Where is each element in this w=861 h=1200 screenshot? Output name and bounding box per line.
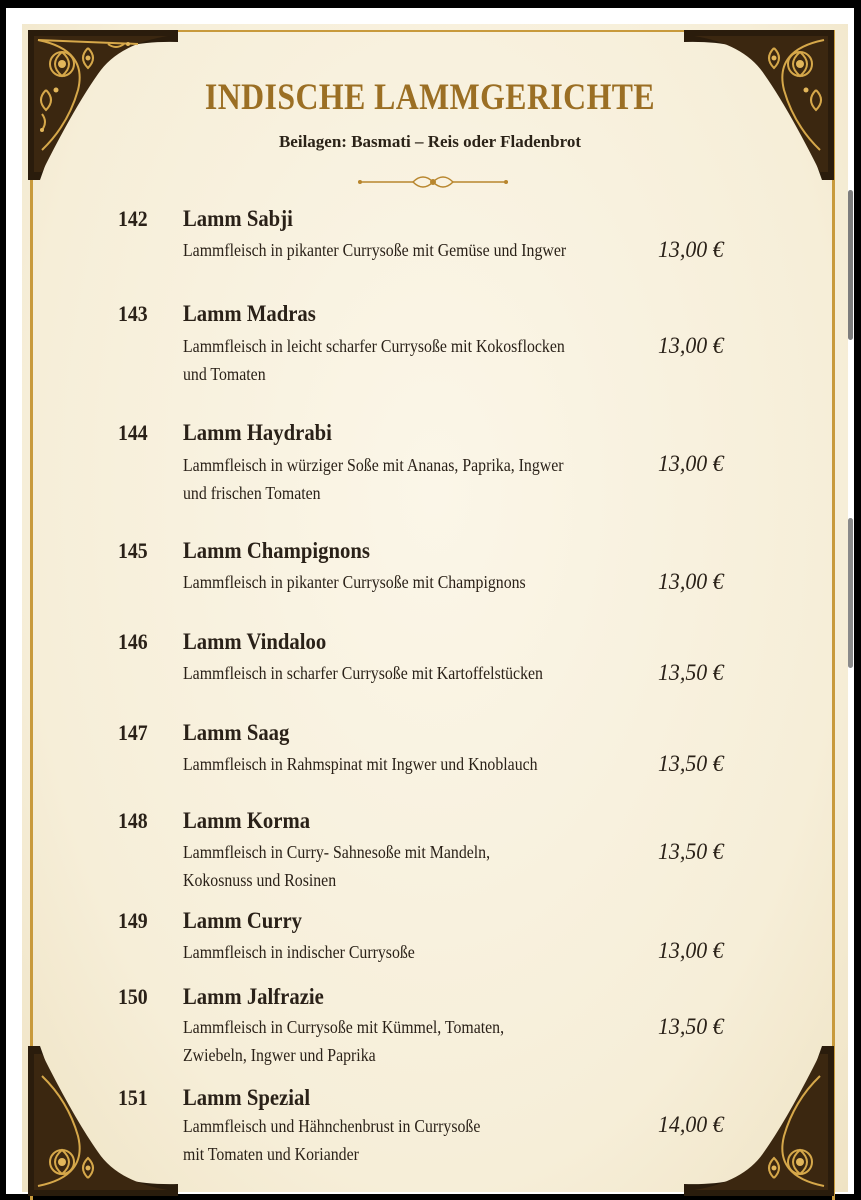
item-price: 13,50 € [658,660,724,685]
item-name: Lamm Korma [183,808,311,833]
item-description: Lammfleisch in indischer Currysoße [183,942,415,962]
item-number: 142 [118,206,148,231]
item-description: Lammfleisch in Rahmspinat mit Ingwer und Knoblauch [183,754,538,774]
item-number: 149 [118,908,148,933]
menu-subtitle: Beilagen: Basmati – Reis oder Fladenbrot [278,132,582,151]
item-price: 13,00 € [658,569,724,594]
item-description: Lammfleisch in scharfer Currysoße mit Kartoffelstücken [183,663,543,683]
item-name: Lamm Saag [183,720,290,745]
item-description: Lammfleisch in würziger Soße mit Ananas, Paprika, Ingwer und frischen Tomaten [183,455,564,503]
item-price: 13,00 € [658,333,724,358]
item-description: Lammfleisch in pikanter Currysoße mit Gemüse und Ingwer [183,240,567,260]
item-name: Lamm Sabji [183,206,293,231]
menu-page [6,8,854,1194]
item-name: Lamm Madras [183,301,316,326]
scrollbar-thumb[interactable] [848,518,853,668]
item-name: Lamm Champignons [183,538,370,563]
item-number: 151 [118,1085,148,1110]
item-description: Lammfleisch in Curry- Sahnesoße mit Mandeln, Kokosnuss und Rosinen [183,842,491,890]
item-number: 146 [118,629,148,654]
ornament-corner-icon [28,1046,178,1196]
item-price: 14,00 € [658,1112,724,1137]
item-description: Lammfleisch und Hähnchenbrust in Currysoße mit Tomaten und Koriander [183,1116,481,1164]
item-description: Lammfleisch in leicht scharfer Currysoße mit Kokosflocken und Tomaten [183,336,565,384]
item-name: Lamm Vindaloo [183,629,327,654]
menu-title: INDISCHE LAMMGERICHTE [204,77,656,118]
item-number: 144 [118,420,148,445]
item-price: 13,50 € [658,1014,724,1039]
item-name: Lamm Spezial [183,1085,311,1110]
item-name: Lamm Jalfrazie [183,984,324,1009]
divider-ornament-icon [358,170,508,194]
item-number: 143 [118,301,148,326]
item-number: 148 [118,808,148,833]
item-price: 13,50 € [658,839,724,864]
scrollbar-thumb-top[interactable] [848,190,853,340]
item-price: 13,50 € [658,751,724,776]
item-number: 145 [118,538,148,563]
item-name: Lamm Haydrabi [183,420,332,445]
item-name: Lamm Curry [183,908,303,933]
item-description: Lammfleisch in pikanter Currysoße mit Champignons [183,572,526,592]
item-number: 147 [118,720,148,745]
item-number: 150 [118,984,148,1009]
item-description: Lammfleisch in Currysoße mit Kümmel, Tomaten, Zwiebeln, Ingwer und Paprika [183,1017,505,1065]
item-price: 13,00 € [658,938,724,963]
item-price: 13,00 € [658,451,724,476]
item-price: 13,00 € [658,237,724,262]
